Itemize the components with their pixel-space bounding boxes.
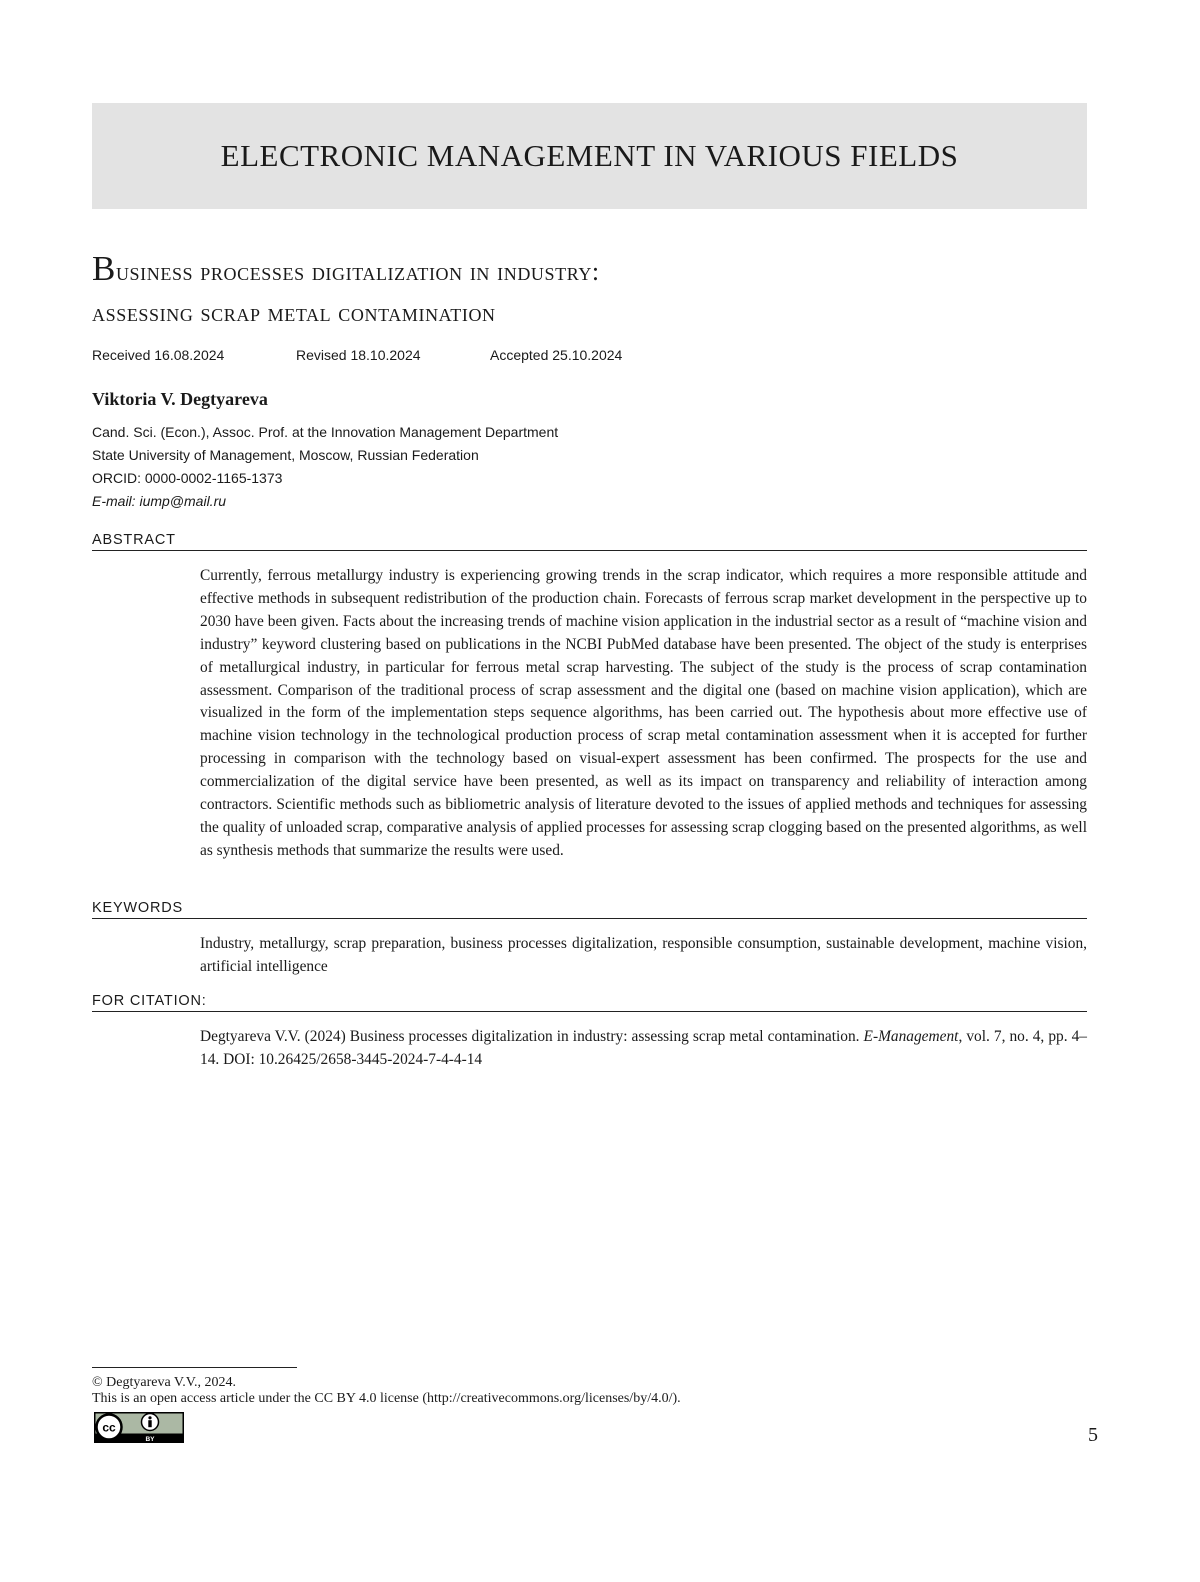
- received-date: Received 16.08.2024: [92, 347, 225, 363]
- person-body: [148, 1420, 151, 1427]
- citation-main: Degtyareva V.V. (2024) Business processes digitalization in industry: assessing scrap metal contamination.: [200, 1028, 864, 1045]
- copyright-notice: © Degtyareva V.V., 2024.: [92, 1375, 237, 1390]
- title-initial: B: [92, 249, 116, 288]
- by-text: BY: [145, 1436, 155, 1443]
- citation-details: , vol. 7, no. 4, pp. 4–14. DOI: 10.26425/2658-3445-2024-7-4-4-14: [200, 1028, 1087, 1068]
- license-notice: This is an open access article under the CC BY 4.0 license (http://creativecommons.org/licenses/by/4.0/).: [92, 1391, 681, 1406]
- title-line2: assessing scrap metal contamination: [92, 298, 496, 327]
- cc-by-license-badge[interactable]: [94, 1412, 184, 1443]
- author-position: Cand. Sci. (Econ.), Assoc. Prof. at the Innovation Management Department: [92, 424, 559, 440]
- citation-label: FOR CITATION:: [92, 993, 1087, 1012]
- author-affiliation: [92, 421, 558, 513]
- person-head: [148, 1416, 151, 1419]
- section-banner: [92, 103, 1087, 209]
- abstract-label: ABSTRACT: [92, 532, 1087, 551]
- title-line1: usiness processes digitalization in industry:: [115, 257, 600, 286]
- page-number: 5: [1088, 1424, 1098, 1446]
- citation-journal: E-Management: [863, 1028, 959, 1045]
- cc-icon-text: cc: [102, 1420, 116, 1435]
- keywords-text: Industry, metallurgy, scrap preparation, business processes digitalization, responsible consumption, sustainable development, machine vision, artificial intelligence: [200, 935, 1087, 975]
- footnote: [92, 1375, 681, 1407]
- revised-date: Revised 18.10.2024: [296, 347, 421, 363]
- author-name: Viktoria V. Degtyareva: [92, 389, 268, 409]
- article-title: [92, 248, 1092, 333]
- author-orcid: ORCID: 0000-0002-1165-1373: [92, 470, 283, 486]
- email-label: E-mail:: [92, 493, 136, 509]
- accepted-date: Accepted 25.10.2024: [490, 347, 623, 363]
- author-organization: State University of Management, Moscow, Russian Federation: [92, 447, 479, 463]
- keywords-label: KEYWORDS: [92, 900, 1087, 919]
- email-link[interactable]: iump@mail.ru: [139, 493, 227, 509]
- section-title: ELECTRONIC MANAGEMENT IN VARIOUS FIELDS: [220, 138, 959, 173]
- author-email: [92, 490, 558, 513]
- abstract-text: Currently, ferrous metallurgy industry is experiencing growing trends in the scrap indicator, which requires a more responsible attitude and effective methods in subsequent redistribution of the production chain. Forecasts of ferrous scrap market development in the perspective up to 2030 have been given. Facts about the increasing trends of machine vision application in the industrial sector as a result of “machine vision and industry” keyword clustering based on publications in the NCBI PubMed database have been presented. The object of the study is enterprises of metallurgical industry, in particular for ferrous metal scrap harvesting. The subject of the study is the process of scrap contamination assessment. Comparison of the traditional process of scrap assessment and the digital one (based on machine vision application), which are visualized in the form of the implementation steps sequence algorithms, has been carried out. The hypothesis about more effective use of machine vision technology in the technological production process of scrap metal contamination assessment when it is accepted for further processing in comparison with the technology based on visual-expert assessment has been confirmed. The prospects for the use and commercialization of the digital service have been presented, as well as its impact on transparency and reliability of interaction among contractors. Scientific methods such as bibliometric analysis of literature devoted to the issues of applied methods and techniques for assessing the quality of unloaded scrap, comparative analysis of applied processes for assessing scrap clogging based on the presented algorithms, as well as synthesis methods that summarize the results were used.: [200, 567, 1087, 859]
- footnote-divider: [92, 1367, 297, 1368]
- citation-text: [200, 1026, 1087, 1072]
